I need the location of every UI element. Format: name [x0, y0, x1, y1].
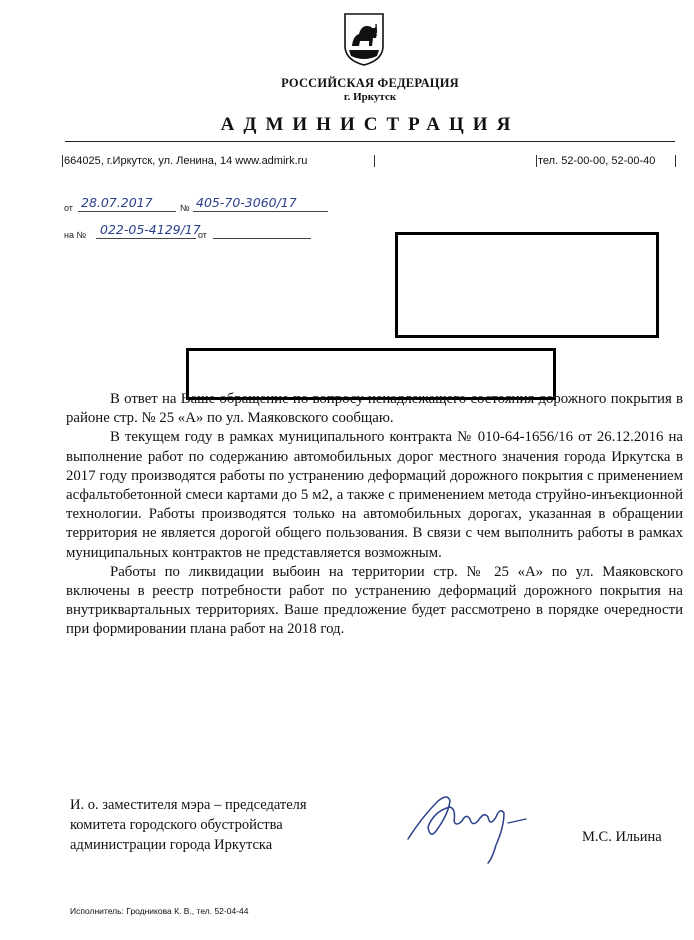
outgoing-number: 405-70-3060/17 [196, 195, 297, 210]
coat-of-arms-icon [343, 12, 385, 66]
body-paragraph: В текущем году в рамках муниципального контракта № 010-64-1656/16 от 26.12.2016 на выполнение работ по содержанию автомобильных дорог местного значения города Иркутска в 2017 году производятся работы по устранению деформаций дорожного покрытия с применением асфальтобетонной смеси картами до 5 м2, а также с применением метода струйно-инъекционной технологии. Работы производятся только на автомобильных дорогах, указанная в обращении территория не является дорогой общего пользования. В связи с чем выполнить работы в рамках муниципальных контрактов не представляется возможным. [66, 429, 683, 561]
address-line: 664025, г.Иркутск, ул. Ленина, 14 www.admirk.ru [64, 155, 308, 167]
reply-number-label: на № [64, 230, 87, 240]
number-underline [193, 211, 328, 212]
country-name: РОССИЙСКАЯ ФЕДЕРАЦИЯ [281, 76, 459, 90]
date-underline [78, 211, 176, 212]
reply-from-label: от [198, 230, 207, 240]
signatory-title [70, 795, 307, 855]
phone-bracket-left [536, 155, 537, 167]
header-divider [65, 141, 675, 142]
signatory-name: М.С. Ильина [582, 829, 662, 845]
phone-line: тел. 52-00-00, 52-00-40 [538, 155, 656, 167]
signatory-title-line: И. о. заместителя мэра – председателя [70, 797, 307, 813]
address-bracket-right [374, 155, 375, 167]
body-paragraph: В ответ на Ваше обращение по вопросу ненадлежащего состояния дорожного покрытия в районе стр. № 25 «А» по ул. Маяковского сообщаю. [66, 391, 683, 427]
executor-line: Исполнитель: Гродникова К. В., тел. 52-04-44 [70, 906, 249, 916]
city-name: г. Иркутск [343, 91, 397, 103]
signatory-title-line: администрации города Иркутска [70, 837, 273, 853]
handwritten-signature [400, 787, 540, 865]
signatory-title-line: комитета городского обустройства [70, 817, 283, 833]
redacted-addressee-block [395, 232, 659, 338]
from-label: от [64, 203, 73, 213]
phone-bracket-right [675, 155, 676, 167]
reply-date-underline [213, 238, 311, 239]
number-label: № [180, 203, 190, 213]
body-paragraph: Работы по ликвидации выбоин на территории стр. № 25 «А» по ул. Маяковского включены в реестр потребности работ по устранению деформаций дорожного покрытия на внутриквартальных территориях. Ваше предложение будет рассмотрено в порядке очередности при формировании плана работ на 2018 год. [66, 563, 683, 638]
reply-number-underline [96, 238, 196, 239]
outgoing-date: 28.07.2017 [81, 195, 153, 210]
organization-title: АДМИНИСТРАЦИЯ [220, 114, 520, 135]
letter-body [66, 390, 683, 640]
address-bracket-left [62, 155, 63, 167]
reply-number: 022-05-4129/17 [100, 222, 201, 237]
